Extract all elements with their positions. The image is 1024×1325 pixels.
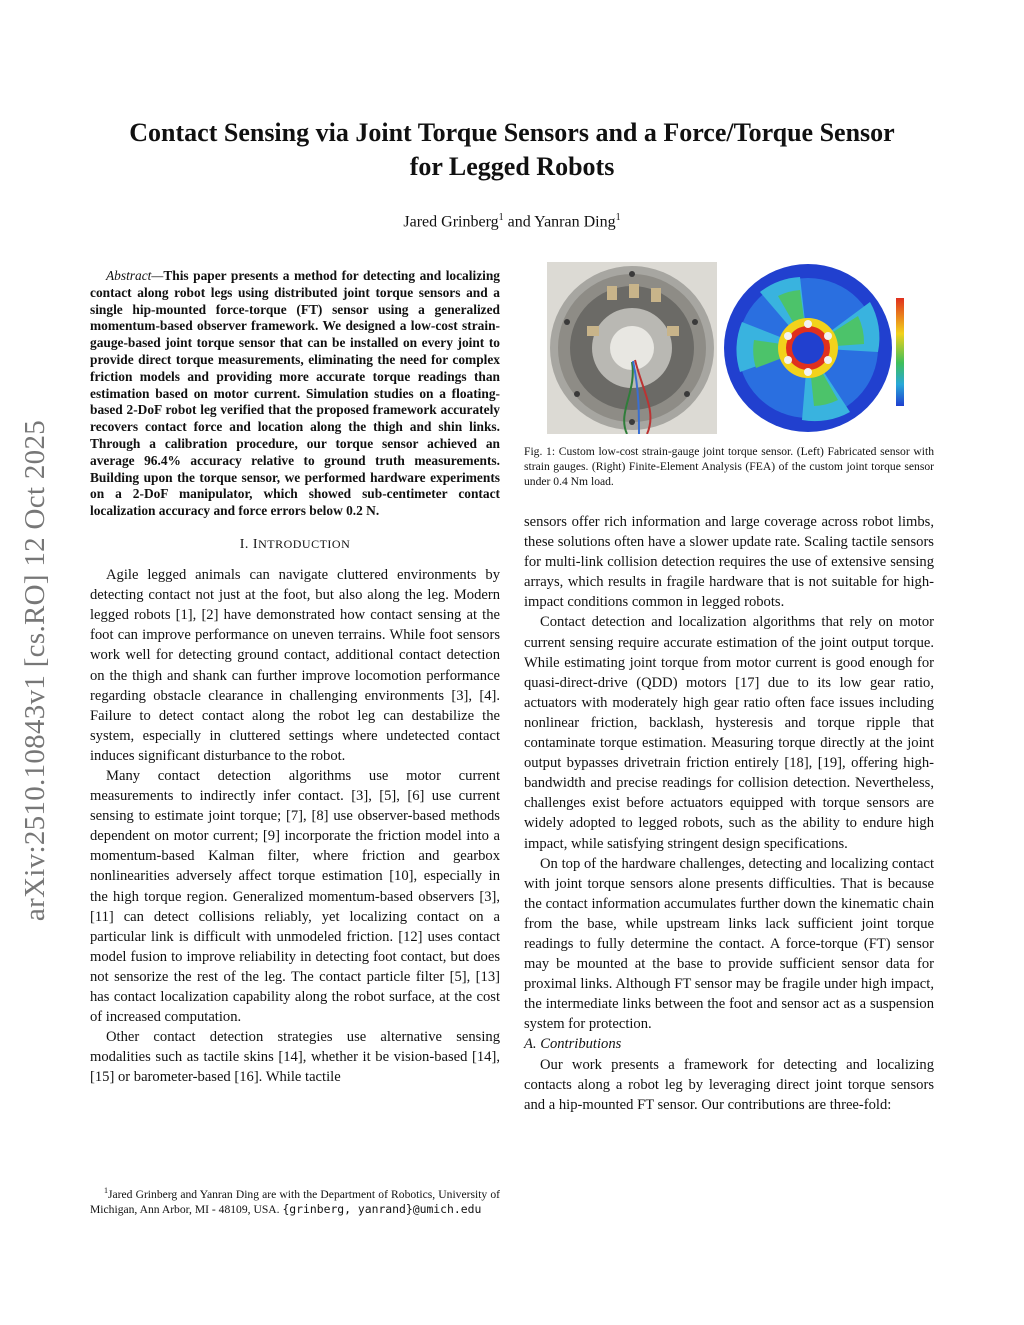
author-1: Jared Grinberg	[403, 213, 499, 231]
intro-paragraph-2: Many contact detection algorithms use motor current measurements to indirectly infer contact. [3], [5], [6] use current sensing to estimate joint torque; [7], [8] use observer-based methods dependent on motor current; [9] incorporate the friction model into a momentum-based Kalman filter, where friction and gearbox nonlinearities adversely affect torque estimation [10], especially in the high torque region. Generalized momentum-based observers [3], [11] can detect collisions reliably, yet localizing contact on a particular link is difficult with unmodeled friction. [12] uses contact model fusion to improve reliability in detecting foot contact, but does not sensorize the rest of the leg. The contact particle filter [5], [13] has contact localization capability along the robot surface, at the cost of increased computation.	[90, 767, 500, 1026]
right-paragraph-4: Our work presents a framework for detecting and localizing contacts along a robot leg by leveraging direct joint torque sensors and a hip-mounted FT sensor. Our contributions are three-fold:	[524, 1056, 934, 1113]
abstract-label: Abstract	[106, 268, 152, 283]
intro-paragraph-1: Agile legged animals can navigate cluttered environments by detecting contact not just at the foot, but also along the leg. Modern legged robots [1], [2] have demonstrated how contact sensing at the foot can improve performance on uneven terrains. While foot sensors work well for detecting ground contact, additional contact detection on the thigh and shank can further improve locomotion performance regarding obstacle clearance in challenging environments [3], [4]. Failure to detect contact along the robot leg can destabilize the system, especially in cluttered settings where undetected contact induces significant disturbance to the robot.	[90, 567, 500, 764]
fea-drawing	[720, 262, 918, 434]
intro-paragraph-3: Other contact detection strategies use alternative sensing modalities such as tactile skins [14], whether it be vision-based [14], [15] or barometer-based [16]. While tactile	[90, 1029, 500, 1086]
author-2: Yanran Ding	[534, 213, 616, 231]
footnote	[90, 1183, 500, 1218]
sensor-photo-drawing	[547, 262, 717, 434]
abstract	[90, 268, 500, 520]
footnote-mark: 1	[104, 1186, 108, 1195]
authors	[80, 212, 944, 231]
left-column	[90, 268, 500, 1087]
section-title-first: I	[252, 536, 259, 552]
arxiv-stamp	[16, 380, 56, 960]
right-paragraph-2: Contact detection and localization algorithms that rely on motor current sensing require accurate estimation of the joint output torque. While estimating joint torque from motor current is good enough for quasi-direct-drive (QDD) motors [17] due to its low gear ratio, actuators with moderately high gear ratio often face issues including nonlinear friction, backlash, hysteresis and torque ripple that contaminate torque estimation. Measuring torque directly at the joint output bypasses drivetrain friction entirely [18], [19], offering high-bandwidth and precise readings for collision detection. Nevertheless, challenges exist before actuators equipped with torque sensors are widely adopted to legged robots, such as the ability to endure high impact, while satisfying stringent design specifications.	[524, 614, 934, 852]
right-paragraph-1: sensors offer rich information and large coverage across robot limbs, these solutions often have a slower update rate. Scaling tactile sensors for multi-link collision detection requires the use of extensive sensing arrays, which results in fragile hardware that is not suitable for high-impact conditions common in legged robots.	[524, 514, 934, 611]
footnote-text: Jared Grinberg and Yanran Ding are with the Department of Robotics, University of Michigan, Ann Arbor, MI - 48109, USA.	[90, 1187, 500, 1217]
paper-title	[80, 116, 944, 184]
arxiv-id: arXiv:2510.10843v1 [cs.RO] 12 Oct 2025	[19, 419, 52, 921]
figure-caption: Fig. 1: Custom low-cost strain-gauge joint torque sensor. (Left) Fabricated sensor with strain gauges. (Right) Finite-Element Analysis (FEA) of the custom joint torque sensor under 0.4 Nm load.	[524, 445, 934, 489]
section-number: I.	[239, 536, 253, 552]
author-and: and	[503, 213, 535, 231]
section-heading-introduction	[90, 534, 500, 555]
title-line-1: Contact Sensing via Joint Torque Sensors and a Force/Torque Sensor	[129, 118, 895, 147]
subsection-heading-contributions: A. Contributions	[524, 1036, 622, 1053]
title-line-2: for Legged Robots	[409, 152, 615, 181]
footnote-email[interactable]: {grinberg, yanrand}@umich.edu	[282, 1202, 482, 1217]
figure-photo-sensor	[547, 262, 717, 434]
abstract-text: This paper presents a method for detecting and localizing contact along robot legs using distributed joint torque sensors and a single hip-mounted force-torque (FT) sensor using a generalized momentum-based observer framework. We designed a low-cost strain-gauge-based joint torque sensor that can be installed on every joint to provide direct torque measurements, eliminating the need for complex friction models and providing more accurate torque readings than estimation based on motor current. Simulation studies on a floating-based 2-DoF robot leg verified that the proposed framework accurately recovers contact force and location along the thigh and shin links. Through a calibration procedure, our torque sensor achieved an average 96.4% accuracy relative to ground truth measurements. Building upon the torque sensor, we performed hardware experiments on a 2-DoF manipulator, which showed sub-centimeter contact localization accuracy and force errors below 0.2 N.	[90, 268, 500, 519]
section-title-rest: NTRODUCTION	[258, 536, 351, 551]
author-2-affil: 1	[615, 212, 621, 223]
figure-fea-heatmap	[720, 262, 918, 434]
author-1-affil: 1	[498, 212, 504, 223]
abstract-dash: —	[151, 268, 164, 283]
right-column	[524, 512, 934, 1115]
right-paragraph-3: On top of the hardware challenges, detecting and localizing contact with joint torque sensors alone presents difficulties. That is because the contact information accumulates further down the kinematic chain from the base, while upstream links lack sufficient joint torque readings to fully determine the contact. A force-torque (FT) sensor may be mounted at the base to provide sufficient sensor data for proximal links. Although FT sensor may be fragile under high impact, the intermediate links between the foot and sensor act as a suspension system for protection.	[524, 855, 934, 1033]
